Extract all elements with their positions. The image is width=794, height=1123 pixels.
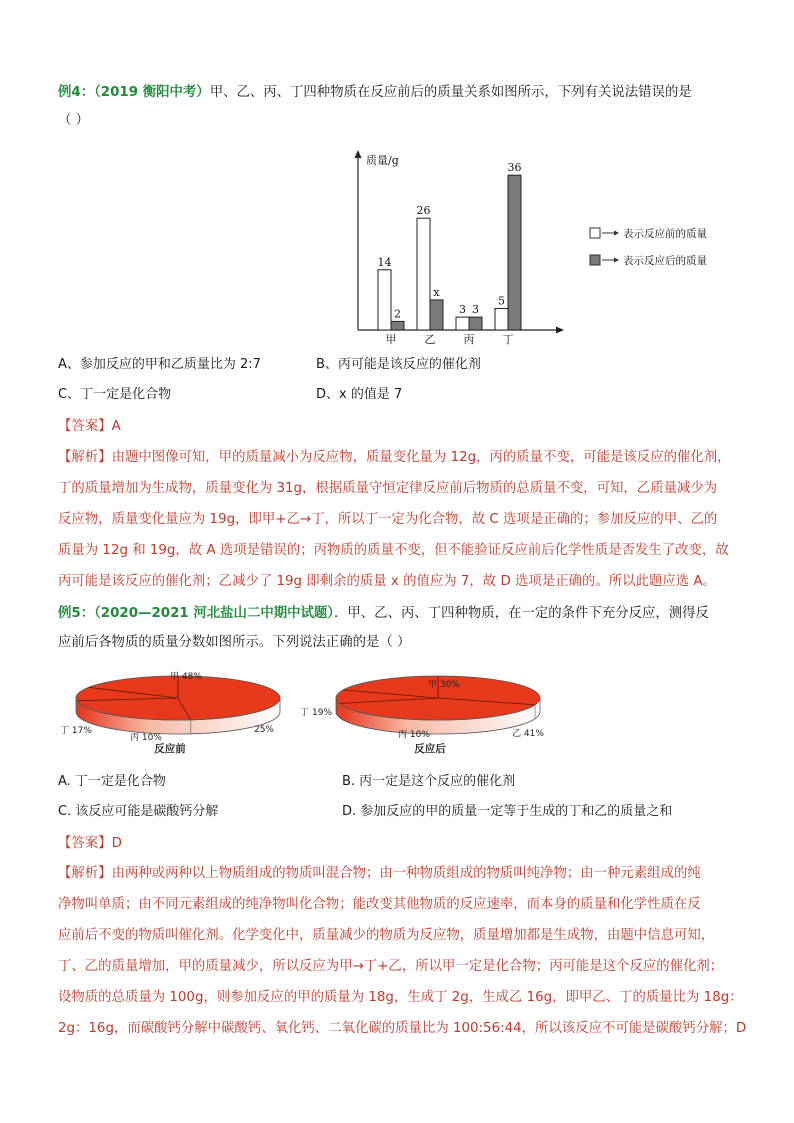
ex5-option-d: D. 参加反应的甲的质量一定等于生成的丁和乙的质量之和 [342,804,673,819]
ex5-analysis-line-5: 设物质的总质量为 100g，则参加反应的甲的质量为 18g，生成丁 2g，生成乙 16g，即甲乙、丁的质量比为 18g： [58,990,743,1005]
ex4-option-c: C、丁一定是化合物 [58,387,172,402]
ex4-analysis-text-1: 由题中图像可知，甲的质量减小为反应物，质量变化量为 12g，丙的质量不变，可能是该反应的催化剂， [111,450,731,465]
bar-after-2 [430,300,443,330]
category-label-2: 乙 [424,333,436,346]
before-pie-title: 反应前 [154,743,186,755]
ex5-stem [58,605,709,623]
before-slice-label-1: 甲 48% [170,672,202,682]
ex5-stem-line-2: 应前后各物质的质量分数如图所示。下列说法正确的是（ ） [58,635,411,650]
ex4-analysis-line-1 [58,449,731,467]
legend-swatch-after [590,255,600,265]
legend [590,227,707,267]
bar-before-2 [417,218,430,330]
ex5-answer [58,835,122,853]
category-label-3: 丙 [463,333,475,346]
ex5-analysis-line-1 [58,865,701,883]
ex5-source: （2020—2021 河北盐山二中期中试题） [94,606,334,621]
bar-before-3 [456,317,469,330]
bar-before-1 [378,270,391,330]
ex4-analysis-tag: 【解析】 [58,450,112,465]
ex4-tag: 例4： [58,85,95,100]
ex4-source: （2019 衡阳中考） [94,85,210,100]
after-slice-label-3: 丙 10% [398,730,430,740]
ex5-option-c: C. 该反应可能是碳酸钙分解 [58,804,219,819]
ex4-paren: （ ） [58,113,90,128]
legend-swatch-before [590,228,600,238]
ex4-stem-text: 甲、乙、丙、丁四种物质在反应前后的质量关系如图所示，下列有关说法错误的是 [209,85,692,100]
bar-label-before-1: 14 [377,255,392,269]
pie-chart-before [58,668,298,760]
bar-chart [340,148,760,344]
category-label-4: 丁 [502,333,514,346]
legend-label-before: 表示反应前的质量 [623,228,707,240]
ex5-analysis-line-4: 丁、乙的质量增加，甲的质量减少，所以反应为甲→丁+乙，所以甲一定是化合物；丙可能是这个反应的催化剂； [58,959,724,974]
x-axis-arrow [556,327,564,334]
after-slice-label-4: 丁 19% [300,708,332,718]
after-slice-label-2: 乙 41% [512,729,544,739]
ex4-option-b: B、丙可能是该反应的催化剂 [316,357,481,372]
bar-after-3 [469,317,482,330]
ex5-option-a: A. 丁一定是化合物 [58,774,166,789]
legend-label-after: 表示反应后的质量 [623,255,707,267]
ex5-option-b: B. 丙一定是这个反应的催化剂 [342,774,516,789]
bar-label-after-2: x [433,285,440,299]
bar-label-after-1: 2 [394,307,401,321]
bar-before-4 [495,309,508,331]
ex4-analysis-line-5: 丙可能是该反应的催化剂；乙减少了 19g 即剩余的质量 x 的值应为 7，故 D 选项是正确的。所以此题应选 A。 [58,574,716,589]
ex5-answer-tag: 【答案】 [58,836,112,851]
bar-label-before-4: 5 [498,294,505,308]
ex4-analysis-line-3: 反应物，质量变化量应为 19g，即甲+乙→丁，所以丁一定为化合物，故 C 选项是正确的；参加反应的甲、乙的 [58,512,718,527]
ex4-answer-tag: 【答案】 [58,419,112,434]
ex4-analysis-line-2: 丁的质量增加为生成物，质量变化为 31g，根据质量守恒定律反应前后物质的总质量不变，可知，乙质量减少为 [58,481,718,496]
y-axis-arrow [355,150,362,158]
legend-arrowhead-before [614,231,619,236]
ex4-answer-value: A [111,419,121,434]
ex5-analysis-text-1: 由两种或两种以上物质组成的物质叫混合物；由一种物质组成的物质叫纯净物；由一种元素组成的纯 [111,866,701,881]
pie-chart-after [300,668,558,760]
ex5-tag: 例5： [58,606,95,621]
ex4-option-d: D、x 的值是 7 [316,387,403,402]
ex5-analysis-line-2: 净物叫单质；由不同元素组成的纯净物叫化合物；能改变其他物质的反应速率，而本身的质量和化学性质在反 [58,897,701,912]
ex4-analysis-line-4: 质量为 12g 和 19g，故 A 选项是错误的；丙物质的质量不变，但不能验证反应前后化学性质是否发生了改变，故 [58,543,729,558]
bar-label-after-3: 3 [472,303,479,317]
category-label-1: 甲 [385,333,397,346]
before-slice-label-4: 丁 17% [60,726,92,736]
ex4-option-a: A、参加反应的甲和乙质量比为 2:7 [58,357,261,372]
bar-after-4 [508,175,521,330]
ex4-answer [58,418,121,436]
bar-label-before-2: 26 [416,204,431,218]
ex5-analysis-tag: 【解析】 [58,866,112,881]
ex5-stem-text: ．甲、乙、丙、丁四种物质，在一定的条件下充分反应，测得反 [334,606,709,621]
bar-label-before-3: 3 [459,303,466,317]
ex4-stem [58,84,692,102]
ex5-analysis-line-6: 2g：16g，而碳酸钙分解中碳酸钙、氧化钙、二氧化碳的质量比为 100:56:44，所以该反应不可能是碳酸钙分解；D [58,1021,747,1036]
bar-after-1 [391,321,404,330]
before-slice-label-3: 丙 10% [130,733,162,743]
y-axis-label: 质量/g [366,154,399,167]
after-pie-title: 反应后 [414,743,446,755]
after-slice-label-1: 甲 30% [428,680,460,690]
bar-label-after-4: 36 [507,161,522,175]
legend-arrowhead-after [614,258,619,263]
before-slice-label-2: 25% [253,725,275,735]
ex5-answer-value: D [111,836,122,851]
ex5-analysis-line-3: 应前后不变的物质叫催化剂。化学变化中，质量减少的物质为反应物，质量增加都是生成物，由题中信息可知， [58,928,715,943]
